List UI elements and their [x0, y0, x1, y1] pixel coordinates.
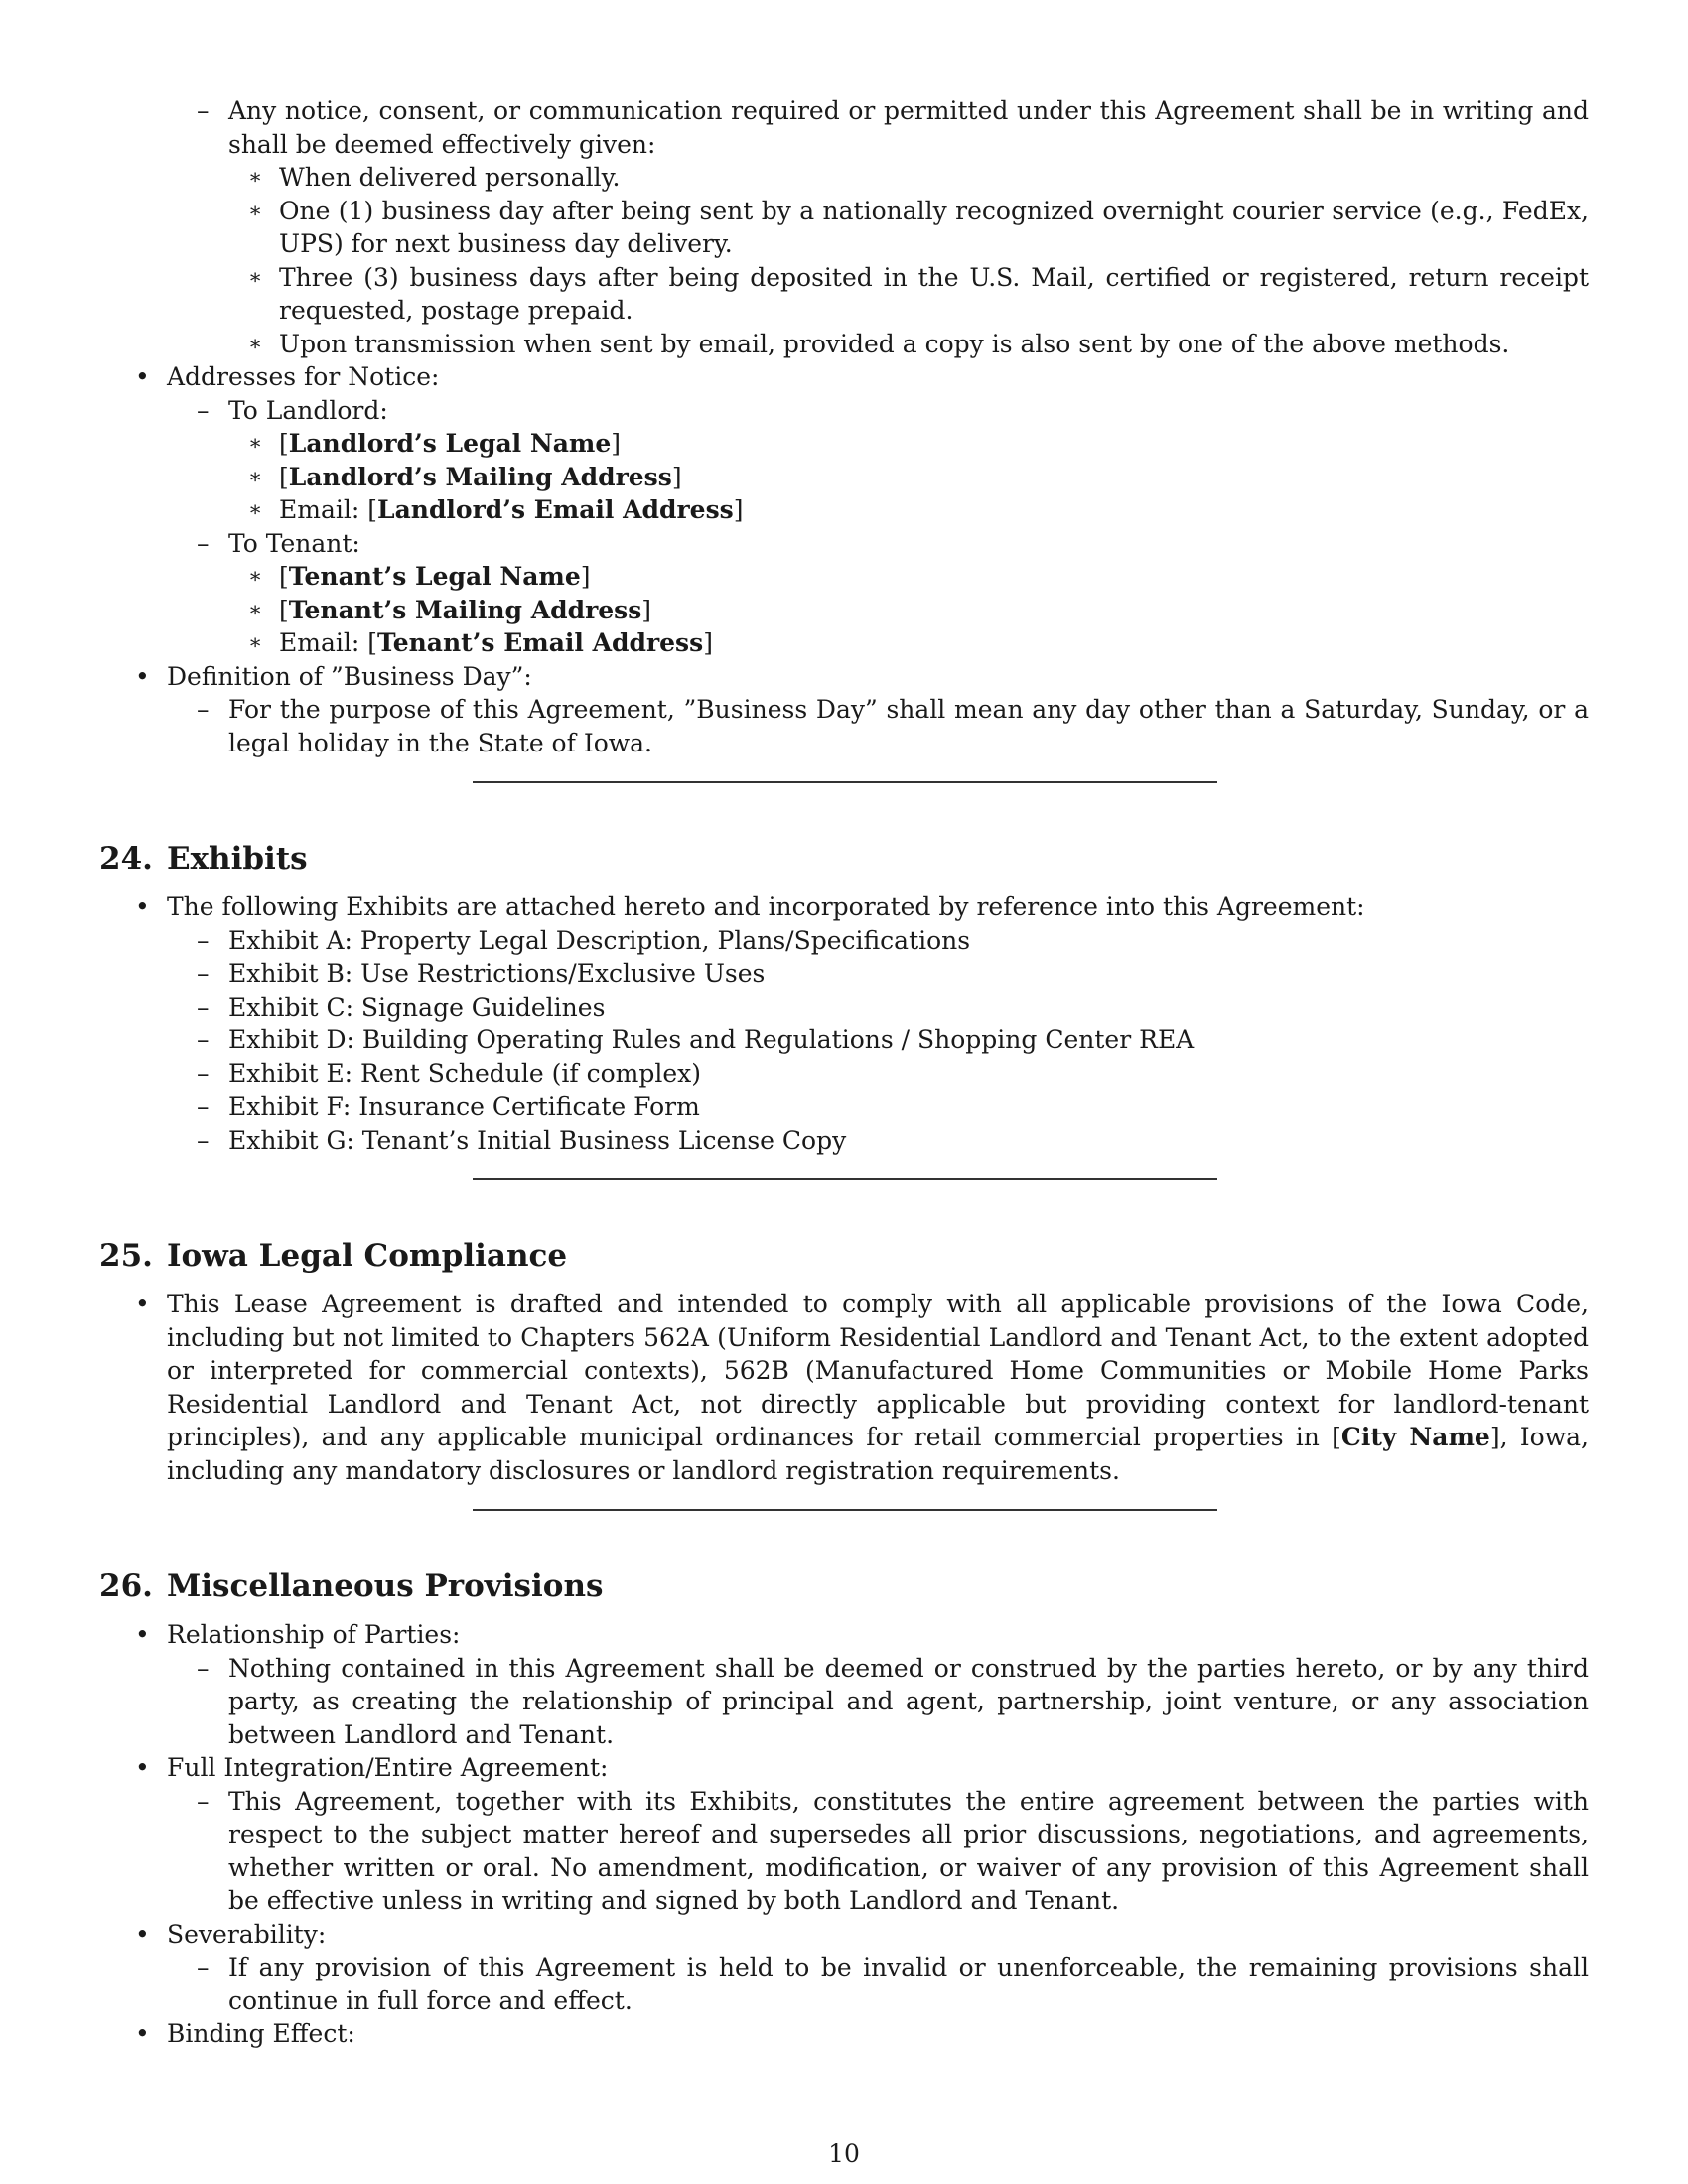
- severability-text-item: [99, 1951, 1589, 2017]
- notice-method-item: [99, 261, 1589, 328]
- addresses-item: [99, 360, 1589, 394]
- notice-method: Three (3) business days after being deposited in the U.S. Mail, certified or registered, return receipt requested, postage prepaid.: [279, 262, 1589, 325]
- section-divider: [473, 1509, 1217, 1511]
- dash-marker: –: [197, 395, 210, 425]
- notice-intro: Any notice, consent, or communication required or permitted under this Agreement shall be in writing and shall be deemed effectively given:: [228, 96, 1589, 159]
- email-label: Email:: [279, 495, 360, 524]
- bullet-marker: •: [135, 1753, 150, 1782]
- section-number: 24.: [99, 841, 153, 877]
- bullet-marker: •: [135, 1620, 150, 1649]
- section-title: Miscellaneous Provisions: [166, 1569, 604, 1604]
- binding-effect-item: [99, 2017, 1589, 2051]
- star-marker: ∗: [248, 165, 263, 189]
- exhibit-label: Exhibit F: Insurance Certificate Form: [228, 1092, 700, 1121]
- section-number: 26.: [99, 1569, 153, 1604]
- section-divider: [473, 781, 1217, 783]
- relationship-label: Relationship of Parties:: [167, 1620, 461, 1649]
- dash-marker: –: [197, 1125, 210, 1155]
- notice-method-item: [99, 161, 1589, 195]
- tenant-address-item: ∗ [Tenant’s Mailing Address]: [99, 594, 1589, 627]
- dash-marker: –: [197, 96, 210, 125]
- business-day-label: Definition of ”Business Day”:: [167, 661, 532, 691]
- notice-method: One (1) business day after being sent by a nationally recognized overnight courier service (e.g., FedEx, UPS) for next business day delivery.: [279, 196, 1589, 258]
- section-heading-exhibits: [99, 839, 1589, 879]
- severability-item: [99, 1918, 1589, 1952]
- dash-marker: –: [197, 695, 210, 724]
- relationship-text-item: [99, 1652, 1589, 1752]
- integration-item: [99, 1751, 1589, 1785]
- star-marker: ∗: [248, 464, 263, 488]
- severability-text: If any provision of this Agreement is held to be invalid or unenforceable, the remaining provisions shall continue in full force and effect.: [228, 1953, 1589, 2015]
- exhibit-label: Exhibit D: Building Operating Rules and Regulations / Shopping Center REA: [228, 1025, 1195, 1054]
- exhibit-item: [99, 1090, 1589, 1124]
- tenant-email-placeholder: Tenant’s Email Address: [376, 628, 704, 657]
- business-day-definition: For the purpose of this Agreement, ”Business Day” shall mean any day other than a Saturday, Sunday, or a legal holiday in the State of Iowa.: [228, 695, 1589, 757]
- dash-marker: –: [197, 992, 210, 1022]
- exhibit-label: Exhibit E: Rent Schedule (if complex): [228, 1058, 701, 1088]
- dash-marker: –: [197, 1025, 210, 1054]
- severability-label: Severability:: [167, 1919, 327, 1949]
- bullet-marker: •: [135, 1290, 150, 1318]
- exhibit-item: [99, 991, 1589, 1024]
- notice-method: Upon transmission when sent by email, provided a copy is also sent by one of the above methods.: [279, 329, 1510, 358]
- email-label: Email:: [279, 628, 360, 657]
- bullet-marker: •: [135, 1919, 150, 1949]
- section-title: Iowa Legal Compliance: [166, 1238, 568, 1274]
- exhibit-label: Exhibit G: Tenant’s Initial Business License Copy: [228, 1125, 847, 1155]
- bullet-marker: •: [135, 362, 150, 391]
- tenant-name-item: ∗ [Tenant’s Legal Name]: [99, 560, 1589, 594]
- addresses-label: Addresses for Notice:: [167, 362, 440, 391]
- landlord-address-placeholder: Landlord’s Mailing Address: [288, 462, 672, 491]
- bullet-marker: •: [135, 892, 150, 921]
- star-marker: ∗: [248, 497, 263, 521]
- dash-marker: –: [197, 1058, 210, 1088]
- section-heading-miscellaneous: [99, 1567, 1589, 1606]
- compliance-item: • This Lease Agreement is drafted and intended to comply with all applicable provisions of the Iowa Code, including but not limited to Chapters 562A (Uniform Residential Landlord and Tenant Act, to the extent adopted or interpreted for commercial contexts), 562B (Manufactured Home Communities or Mobile Home Parks Residential Landlord and Tenant Act, not directly applicable but providing context for landlord-tenant principles), and any applicable municipal ordinances for retail commercial properties in [City Name], Iowa, including any mandatory disclosures or landlord registration requirements.: [135, 1290, 1589, 1485]
- exhibits-intro-item: [99, 890, 1589, 924]
- page-number: 10: [828, 2139, 860, 2168]
- dash-marker: –: [197, 1953, 210, 1981]
- exhibit-item: [99, 1024, 1589, 1057]
- dash-marker: –: [197, 1786, 210, 1816]
- section-title: Exhibits: [166, 841, 308, 877]
- star-marker: ∗: [248, 597, 263, 621]
- compliance-text-start: This Lease Agreement is drafted and intended to comply with all applicable provisions of the Iowa Code, including but not limited to Chapters 562A (Uniform Residential Landlord and Tenant Act, to the extent adopted or interpreted for commercial contexts), 562B (Manufactured Home Communities or Mobile Home Parks Residential Landlord and Tenant Act, not directly applicable but providing context for landlord-tenant principles), and any applicable municipal ordinances for retail commercial properties in: [167, 1290, 1589, 1451]
- exhibit-label: Exhibit B: Use Restrictions/Exclusive Uses: [228, 959, 766, 988]
- relationship-item: [99, 1618, 1589, 1652]
- star-marker: ∗: [248, 264, 263, 289]
- section-number: 25.: [99, 1238, 153, 1274]
- exhibit-item: [99, 957, 1589, 991]
- tenant-address-placeholder: Tenant’s Mailing Address: [288, 595, 642, 624]
- exhibit-label: Exhibit C: Signage Guidelines: [228, 992, 606, 1022]
- business-day-item: [99, 660, 1589, 694]
- integration-label: Full Integration/Entire Agreement:: [167, 1753, 609, 1782]
- tenant-name-placeholder: Tenant’s Legal Name: [288, 562, 581, 591]
- star-marker: ∗: [248, 431, 263, 455]
- exhibits-intro: The following Exhibits are attached hereto and incorporated by reference into this Agreement:: [167, 892, 1365, 921]
- star-marker: ∗: [248, 331, 263, 355]
- binding-effect-label: Binding Effect:: [167, 2019, 355, 2048]
- star-marker: ∗: [248, 630, 263, 654]
- notice-intro-item: [99, 94, 1589, 161]
- to-tenant-label: To Tenant:: [228, 528, 360, 558]
- to-landlord-label: To Landlord:: [228, 395, 388, 425]
- exhibit-item: [99, 1057, 1589, 1091]
- dash-marker: –: [197, 1653, 210, 1683]
- exhibit-item: [99, 1124, 1589, 1158]
- integration-text: This Agreement, together with its Exhibits, constitutes the entire agreement between the parties with respect to the subject matter hereof and supersedes all prior discussions, negotiations, and agreements, whether written or oral. No amendment, modification, or waiver of any provision of this Agreement shall be effective unless in writing and signed by both Landlord and Tenant.: [228, 1786, 1589, 1915]
- bullet-marker: •: [135, 661, 150, 691]
- section-divider: [473, 1178, 1217, 1180]
- landlord-email-item: ∗ Email: [Landlord’s Email Address]: [99, 493, 1589, 527]
- tenant-email-item: ∗ Email: [Tenant’s Email Address]: [99, 626, 1589, 660]
- dash-marker: –: [197, 528, 210, 558]
- bullet-marker: •: [135, 2019, 150, 2048]
- integration-text-item: [99, 1785, 1589, 1918]
- exhibit-label: Exhibit A: Property Legal Description, Plans/Specifications: [228, 925, 971, 955]
- notice-method-item: [99, 328, 1589, 361]
- to-landlord-item: [99, 394, 1589, 428]
- notice-method: When delivered personally.: [279, 163, 621, 192]
- notice-method-item: [99, 195, 1589, 261]
- star-marker: ∗: [248, 564, 263, 588]
- compliance-text-end: , Iowa, including any mandatory disclosures or landlord registration requirements.: [167, 1423, 1589, 1485]
- exhibit-item: [99, 924, 1589, 958]
- document-page: [99, 94, 1589, 2051]
- dash-marker: –: [197, 1092, 210, 1121]
- relationship-text: Nothing contained in this Agreement shall be deemed or construed by the parties hereto, or by any third party, as creating the relationship of principal and agent, partnership, joint venture, or any association between Landlord and Tenant.: [228, 1653, 1589, 1749]
- landlord-name-placeholder: Landlord’s Legal Name: [288, 429, 612, 458]
- dash-marker: –: [197, 925, 210, 955]
- landlord-email-placeholder: Landlord’s Email Address: [376, 495, 734, 524]
- section-heading-iowa-compliance: [99, 1236, 1589, 1276]
- city-name-placeholder: City Name: [1340, 1423, 1490, 1451]
- landlord-name-item: ∗ [Landlord’s Legal Name]: [99, 427, 1589, 461]
- dash-marker: –: [197, 959, 210, 988]
- to-tenant-item: [99, 527, 1589, 561]
- business-day-definition-item: [99, 693, 1589, 759]
- landlord-address-item: ∗ [Landlord’s Mailing Address]: [99, 461, 1589, 494]
- star-marker: ∗: [248, 198, 263, 222]
